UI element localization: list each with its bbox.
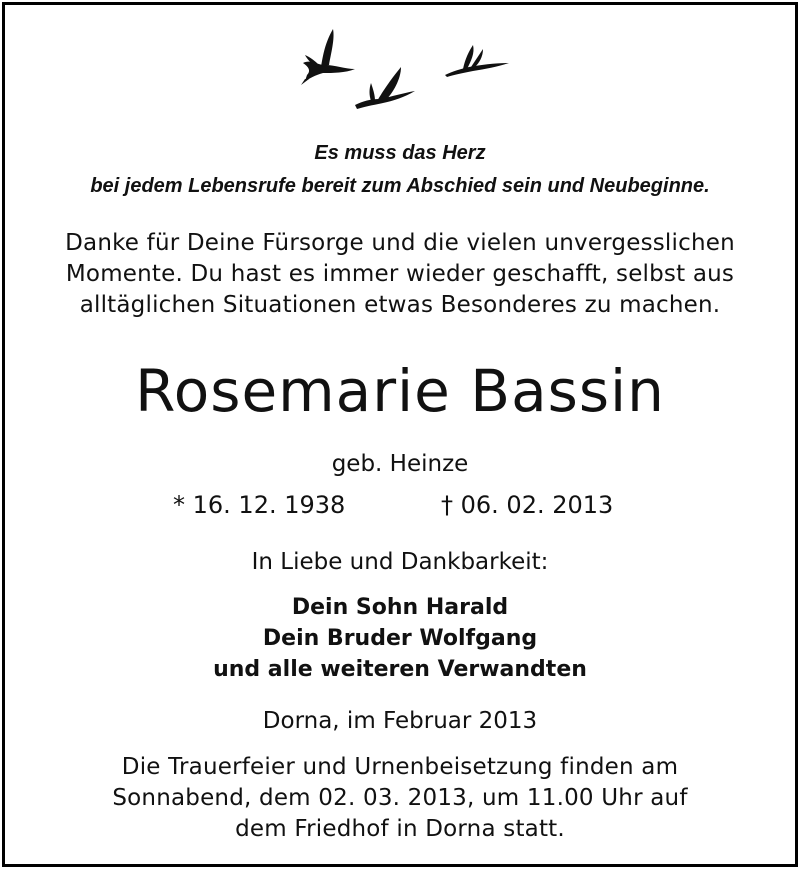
bird-icon: [445, 45, 509, 77]
bird-icon: [301, 29, 355, 85]
thanks-line-3: alltäglichen Situationen etwas Besonderes zu machen.: [79, 292, 721, 318]
service-line-1: Die Trauerfeier und Urnenbeisetzung finden am: [121, 754, 679, 780]
birth-name: geb. Heinze: [331, 451, 469, 477]
bird-icon: [355, 67, 415, 109]
thanks-line-2: Momente. Du hast es immer wieder geschafft, selbst aus: [65, 261, 735, 287]
mourner-name: Dein Sohn Harald: [291, 595, 509, 620]
quote-line-2: bei jedem Lebensrufe bereit zum Abschied sein und Neubeginne.: [90, 175, 710, 197]
death-date: † 06. 02. 2013: [441, 491, 614, 519]
mourners-intro: In Liebe und Dankbarkeit:: [251, 549, 549, 575]
thanks-line-1: Danke für Deine Fürsorge und die vielen unvergesslichen: [65, 230, 735, 256]
service-line-3: dem Friedhof in Dorna statt.: [235, 816, 565, 842]
mourner-name: und alle weiteren Verwandten: [213, 657, 587, 682]
quote-line-1: Es muss das Herz: [314, 142, 486, 164]
place-date: Dorna, im Februar 2013: [262, 708, 538, 734]
mourner-name: Dein Bruder Wolfgang: [262, 626, 538, 651]
birth-date: * 16. 12. 1938: [173, 491, 346, 519]
flying-birds-icon: [5, 5, 795, 125]
obituary-notice: [2, 2, 798, 867]
service-line-2: Sonnabend, dem 02. 03. 2013, um 11.00 Uhr auf: [112, 785, 688, 811]
deceased-name: Rosemarie Bassin: [135, 357, 665, 425]
